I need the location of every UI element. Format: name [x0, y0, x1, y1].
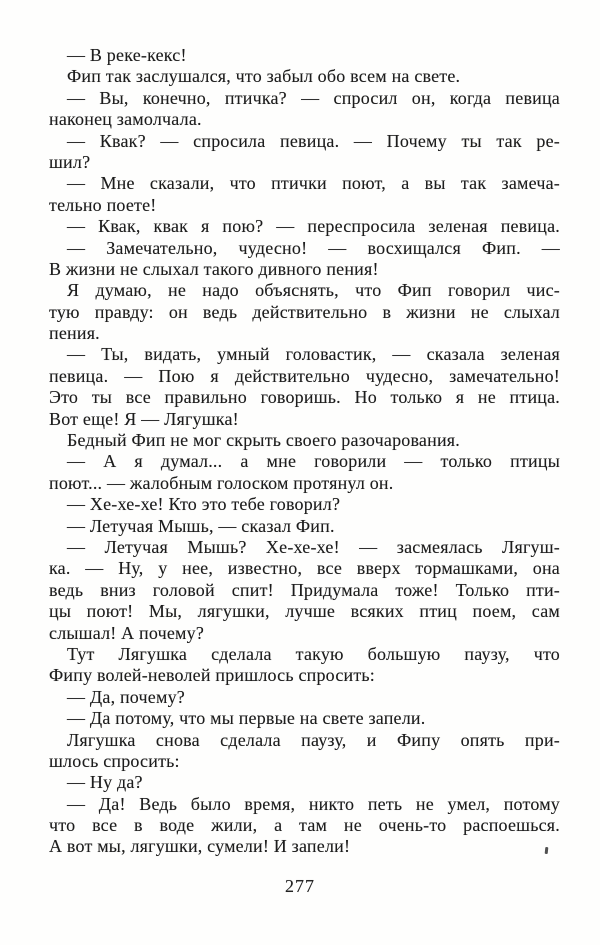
- page-number: 277: [285, 876, 315, 896]
- text-line: — В реке-кекс!: [67, 45, 187, 65]
- text-line: — А я думал... а мне говорили — только птицы: [67, 451, 560, 472]
- text-line: Тут Лягушка сделала такую большую паузу, что: [67, 643, 560, 664]
- text-line: — Квак, квак я пою? — переспросила зеленая певица.: [67, 216, 560, 237]
- text-line: наконец замолчала.: [49, 109, 202, 130]
- text-line: шил?: [49, 151, 91, 172]
- text-line: певица. — Пою я действительно чудесно, замечательно!: [49, 365, 560, 386]
- text-line: пения.: [49, 323, 100, 344]
- text-line: — Летучая Мышь, — сказал Фип.: [67, 515, 335, 536]
- text-line: Это ты все правильно говоришь. Но только я не птица.: [49, 387, 560, 408]
- text-line: Фипу волей-неволей пришлось спросить:: [49, 665, 376, 686]
- text-line: — Летучая Мышь? Хе-хе-хе! — засмеялась Лягуш-: [67, 536, 560, 557]
- text-line: — Вы, конечно, птичка? — спросил он, когда певица: [67, 87, 560, 108]
- text-line: шлось спросить:: [49, 750, 180, 771]
- text-line: — Ты, видать, умный головастик, — сказала зеленая: [67, 344, 560, 365]
- text-line: — Мне сказали, что птички поют, а вы так замеча-: [67, 173, 560, 194]
- text-line: — Замечательно, чудесно! — восхищался Фип. —: [67, 237, 560, 258]
- text-block: [49, 45, 560, 858]
- text-line: — Да потому, что мы первые на свете запели.: [67, 708, 426, 729]
- text-line: А вот мы, лягушки, сумели! И запели!: [49, 836, 351, 857]
- text-line: — Хе-хе-хе! Кто это тебе говорил?: [67, 494, 341, 515]
- text-line: В жизни не слыхал такого дивного пения!: [49, 258, 379, 279]
- text-line: Вот еще! Я — Лягушка!: [49, 408, 239, 429]
- text-line: ведь вниз головой спит! Придумала тоже! Только пти-: [49, 579, 560, 600]
- text-line: — Да, почему?: [67, 686, 185, 707]
- text-line: цы поют! Мы, лягушки, лучше всяких птиц поем, сам: [49, 601, 560, 622]
- text-line: — Да! Ведь было время, никто петь не умел, потому: [67, 793, 560, 814]
- text-line: слышал! А почему?: [49, 622, 205, 643]
- text-line: — Ну да?: [67, 772, 143, 793]
- text-line: Лягушка снова сделала паузу, и Фипу опять при-: [67, 729, 560, 750]
- text-line: тую правду: он ведь действительно в жизни не слыхал: [49, 301, 560, 322]
- text-line: поют... — жалобным голоском протянул он.: [49, 472, 394, 493]
- text-line: Я думаю, не надо объяснять, что Фип говорил чис-: [67, 280, 560, 301]
- text-line: Бедный Фип не мог скрыть своего разочарования.: [67, 430, 460, 451]
- text-line: ка. — Ну, у нее, известно, все вверх тормашками, она: [49, 558, 560, 579]
- text-line: что все в воде жили, а там не очень-то распоешься.: [49, 815, 560, 836]
- text-line: Фип так заслушался, что забыл обо всем на свете.: [67, 66, 461, 87]
- text-line: тельно поете!: [49, 194, 157, 215]
- text-line: — Квак? — спросила певица. — Почему ты так ре-: [67, 130, 560, 151]
